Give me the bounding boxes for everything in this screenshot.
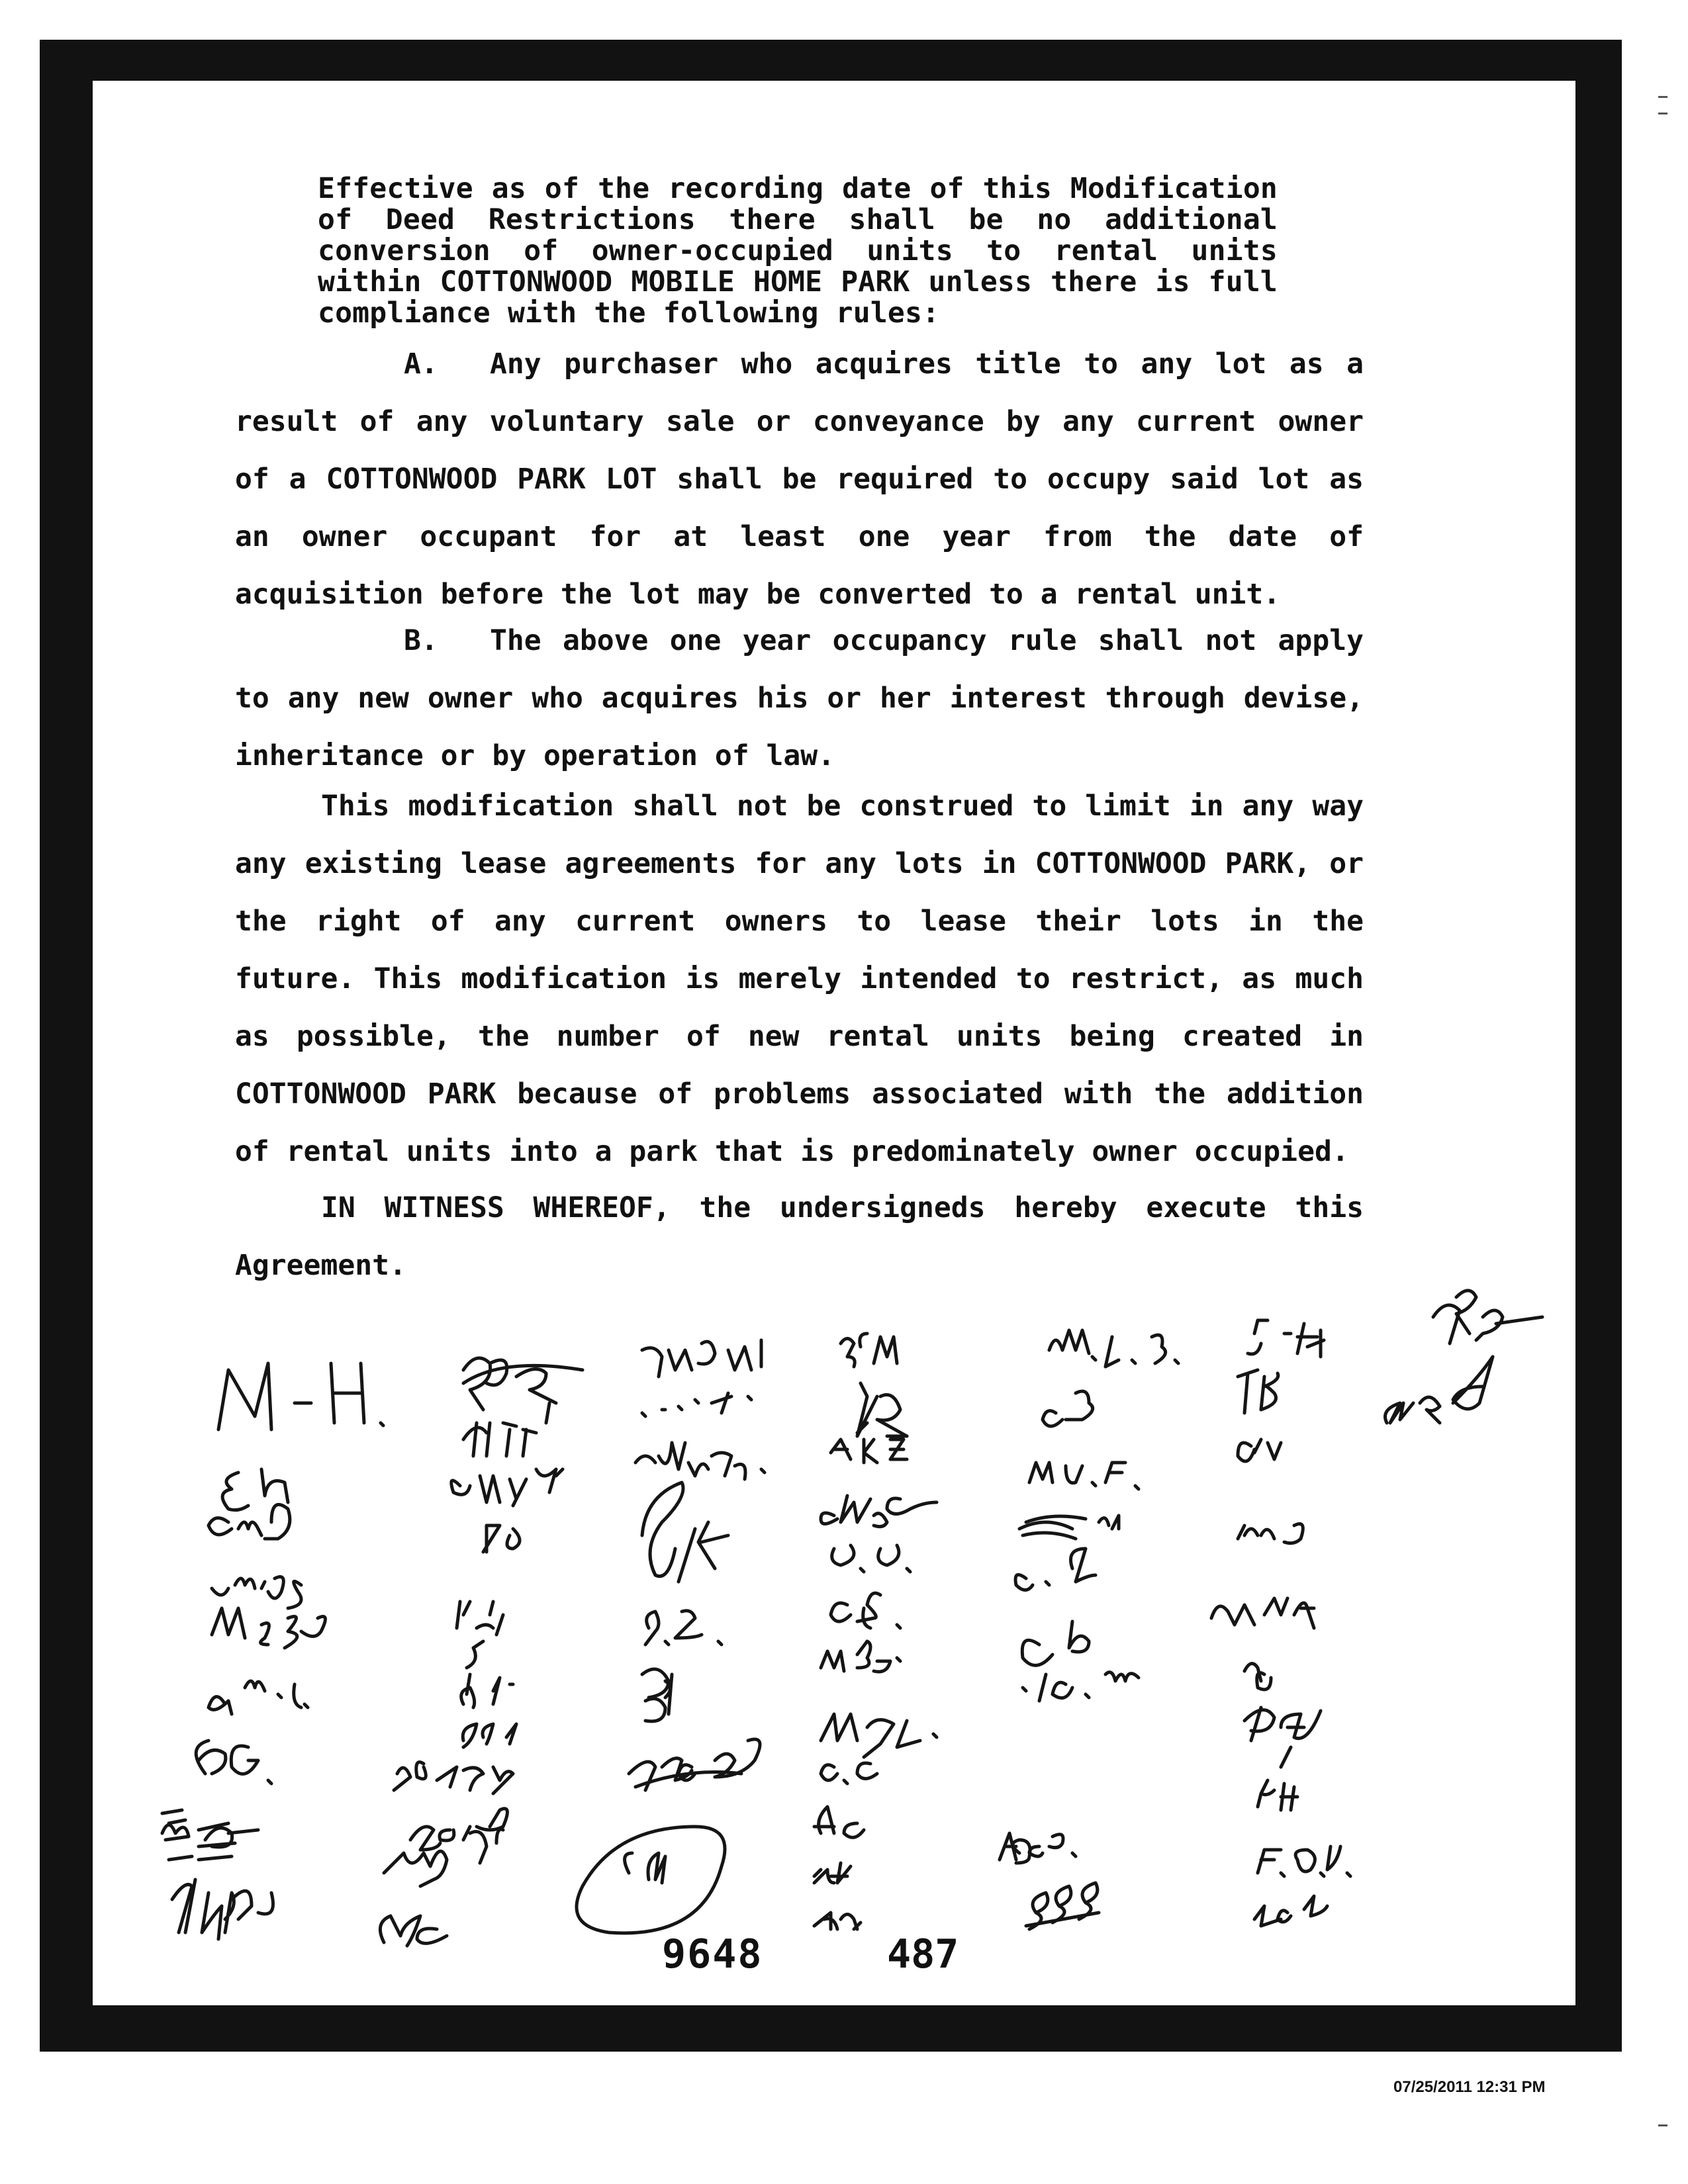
margin-tick xyxy=(1658,113,1667,114)
intro-paragraph: Effective as of the recording date of this Modification of Deed Restrictions there shall be no additional conversion of owner-occupied units to rental units within COTTONWOOD MOBILE HOME PARK unless there is full compliance with the following rules: xyxy=(318,172,1278,330)
rule-a-paragraph xyxy=(235,336,1364,623)
scan-timestamp: 07/25/2011 12:31 PM xyxy=(1393,2078,1546,2096)
rule-b-text: The above one year occupancy rule shall not apply to any new owner who acquires his or her interest through devise, inheritance or by operation of law. xyxy=(235,624,1364,772)
rule-b-label: B. xyxy=(404,624,438,657)
scan-border-right xyxy=(1575,40,1622,2052)
rule-b-paragraph xyxy=(235,612,1364,785)
margin-tick xyxy=(1658,2124,1667,2126)
rule-a-label: A. xyxy=(404,347,438,381)
page-number: 487 xyxy=(887,1931,959,1978)
scan-border-top xyxy=(40,40,1622,81)
witness-paragraph xyxy=(235,1179,1364,1295)
modification-text: This modification shall not be construed to limit in any way any existing lease agreements for any lots in COTTONWOOD PARK, or the right of any current owners to lease their lots in the future. This modification is merely intended to restrict, as much as possible, the number of new rental units being created in COTTONWOOD PARK because of problems associated with the addition of rental units into a park that is predominately owner occupied. xyxy=(235,790,1364,1168)
margin-tick xyxy=(1658,96,1667,98)
scan-border-left xyxy=(40,40,93,2052)
witness-text: IN WITNESS WHEREOF, the undersigneds hereby execute this Agreement. xyxy=(235,1191,1364,1282)
rule-a-text: Any purchaser who acquires title to any lot as a result of any voluntary sale or conveyance by any current owner of a COTTONWOOD PARK LOT shall be required to occupy said lot as an owner occupant for at least one year from the date of acquisition before the lot may be converted to a rental unit. xyxy=(235,347,1364,611)
document-number: 9648 xyxy=(662,1931,763,1978)
scan-border-bottom xyxy=(40,2005,1622,2052)
modification-paragraph xyxy=(235,778,1364,1181)
